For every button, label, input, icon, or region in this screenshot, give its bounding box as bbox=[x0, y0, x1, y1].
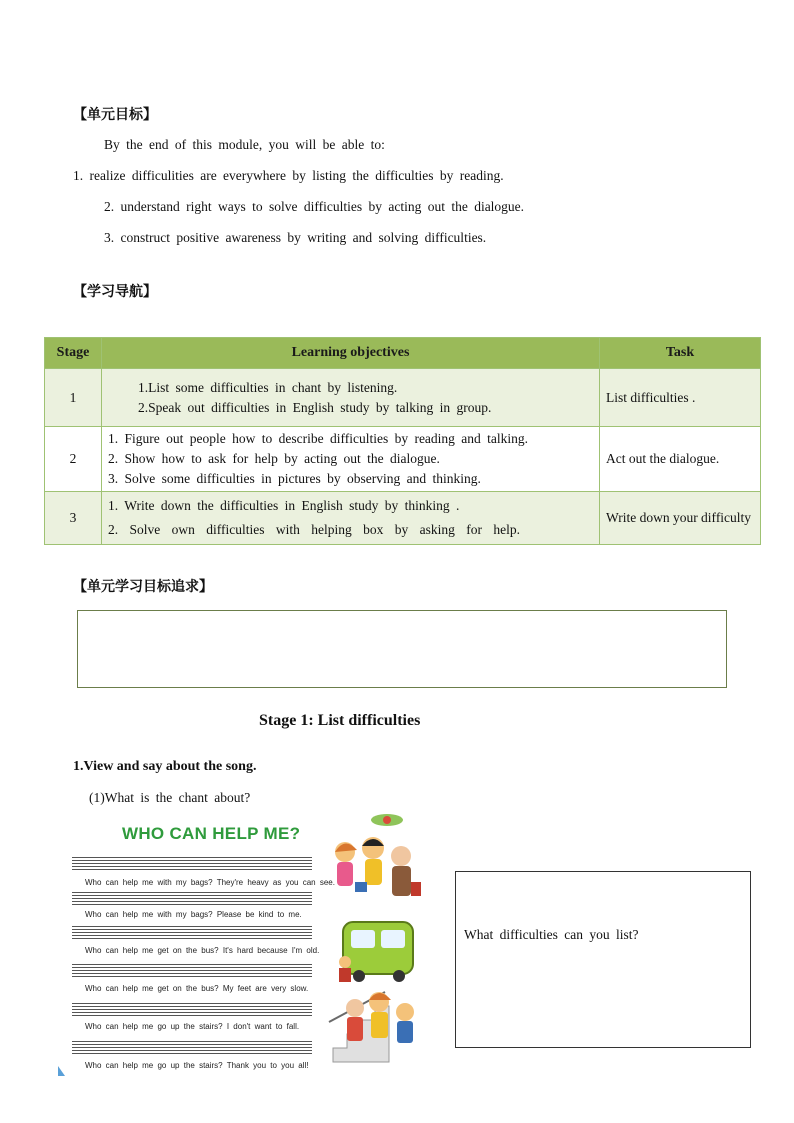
music-staff bbox=[72, 964, 312, 976]
people-with-bags-icon bbox=[335, 837, 421, 896]
music-staff bbox=[72, 1003, 312, 1015]
objective-line: 1. Write down the difficulties in English study by thinking . bbox=[108, 498, 460, 513]
learning-guide-table bbox=[44, 337, 761, 545]
table-row bbox=[45, 369, 761, 427]
unit-goal-heading: 【单元目标】 bbox=[73, 107, 157, 123]
question-1: 1.View and say about the song. bbox=[73, 759, 257, 774]
flower-icon bbox=[371, 814, 403, 826]
stage-cell: 3 bbox=[45, 492, 102, 545]
stage-cell: 1 bbox=[45, 369, 102, 427]
goal-writing-box[interactable] bbox=[77, 610, 727, 688]
stairs-people-icon bbox=[329, 992, 414, 1062]
song-title: WHO CAN HELP ME? bbox=[122, 824, 301, 843]
objectives-cell bbox=[102, 427, 600, 492]
corner-mark-icon bbox=[58, 1066, 65, 1076]
music-staff bbox=[72, 892, 312, 904]
header-task: Task bbox=[600, 338, 761, 369]
bus-icon bbox=[339, 922, 413, 982]
song-lyric: Who can help me go up the stairs? I don't want to fall. bbox=[85, 1022, 300, 1031]
objective-line: 2.Speak out difficulties in English study by talking in group. bbox=[138, 399, 492, 415]
task-cell: List difficulties . bbox=[600, 369, 761, 427]
objective-line: 1. Figure out people how to describe difficulties by reading and talking. bbox=[108, 431, 529, 446]
table-row bbox=[45, 427, 761, 492]
unit-goal-item-2: 2. understand right ways to solve difficulties by acting out the dialogue. bbox=[104, 199, 525, 214]
box-question: What difficulties can you list? bbox=[464, 927, 639, 942]
objectives-cell bbox=[102, 492, 600, 545]
objective-line: 2. Show how to ask for help by acting out the dialogue. bbox=[108, 451, 440, 466]
stage-cell: 2 bbox=[45, 427, 102, 492]
song-lyric: Who can help me with my bags? They're heavy as you can see. bbox=[85, 878, 335, 887]
objective-line: 3. Solve some difficulties in pictures by observing and thinking. bbox=[108, 471, 481, 486]
pursuit-heading: 【单元学习目标追求】 bbox=[73, 579, 213, 595]
music-staff bbox=[72, 1041, 312, 1053]
song-lyric: Who can help me go up the stairs? Thank you to you all! bbox=[85, 1061, 309, 1070]
music-staff bbox=[72, 857, 312, 869]
objective-line: 2. Solve own difficulties with helping box by asking for help. bbox=[108, 522, 520, 537]
question-1-sub: (1)What is the chant about? bbox=[89, 790, 251, 805]
header-objectives: Learning objectives bbox=[102, 338, 600, 369]
task-cell: Write down your difficulty bbox=[600, 492, 761, 545]
song-lyric: Who can help me with my bags? Please be kind to me. bbox=[85, 910, 302, 919]
song-lyric: Who can help me get on the bus? My feet are very slow. bbox=[85, 984, 309, 993]
unit-goal-intro: By the end of this module, you will be able to: bbox=[104, 137, 385, 152]
stage1-title: Stage 1: List difficulties bbox=[259, 712, 421, 729]
unit-goal-item-1: 1. realize difficulities are everywhere by listing the difficulties by reading. bbox=[73, 168, 504, 183]
objectives-cell bbox=[102, 369, 600, 427]
table-row bbox=[45, 492, 761, 545]
music-staff bbox=[72, 926, 312, 938]
task-cell: Act out the dialogue. bbox=[600, 427, 761, 492]
difficulties-list-box[interactable] bbox=[455, 871, 751, 1048]
unit-goal-item-3: 3. construct positive awareness by writing and solving difficulties. bbox=[104, 230, 487, 245]
guide-heading: 【学习导航】 bbox=[73, 284, 157, 300]
song-lyric: Who can help me get on the bus? It's hard because I'm old. bbox=[85, 946, 320, 955]
objective-line: 1.List some difficulties in chant by listening. bbox=[138, 379, 398, 395]
header-stage: Stage bbox=[45, 338, 102, 369]
song-illustrations bbox=[325, 812, 425, 1074]
